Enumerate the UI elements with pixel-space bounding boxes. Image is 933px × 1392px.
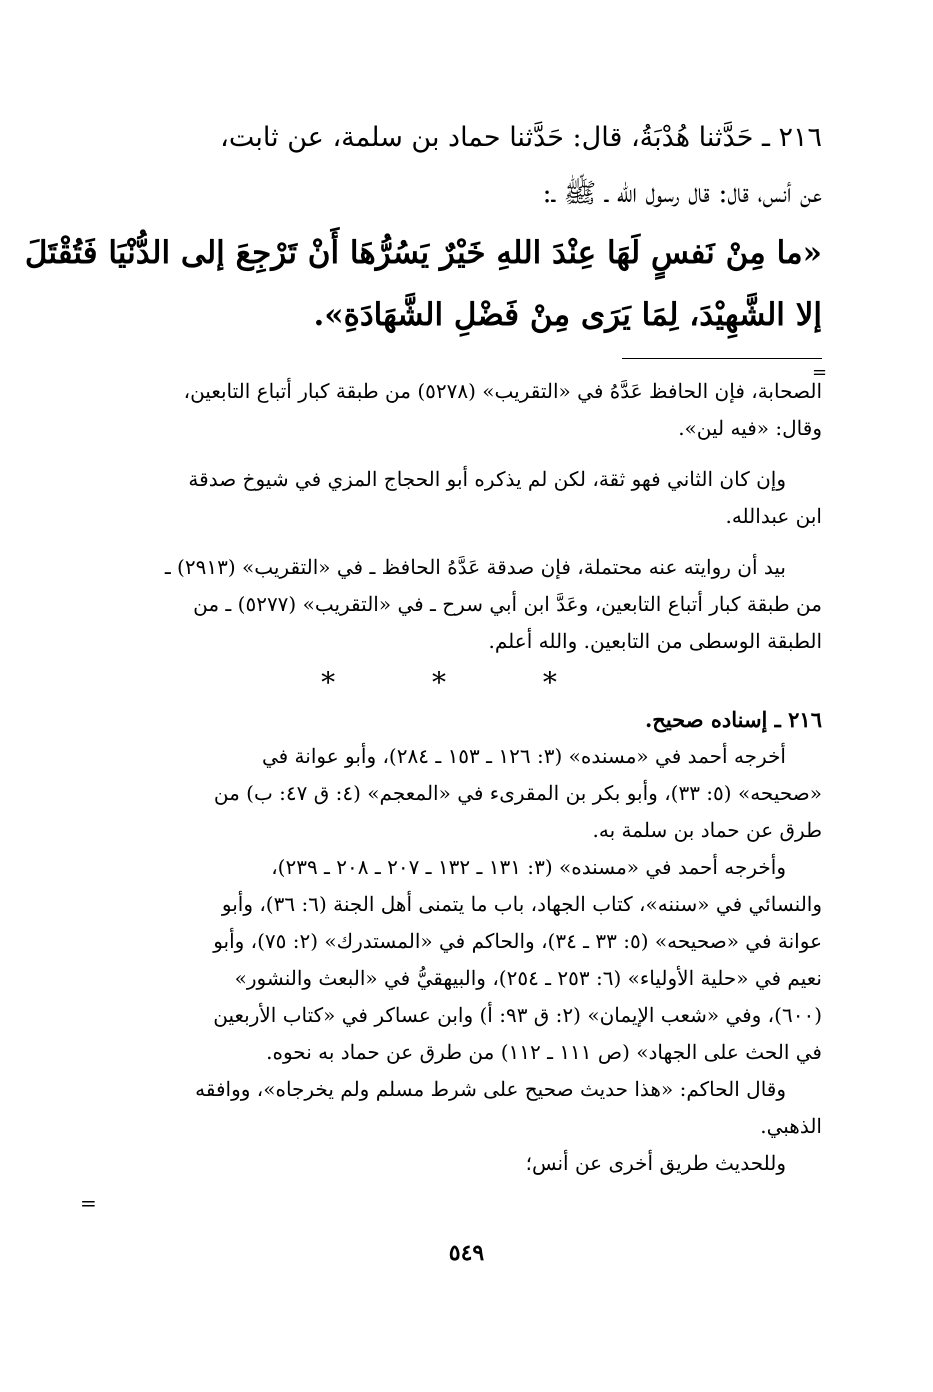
- hadith-text: [24, 110, 822, 346]
- footnote-p3-line-3: الطبقة الوسطى من التابعين. والله أعلم.: [488, 629, 822, 653]
- footnote-p5-line-3: عوانة في «صحيحه» (٥: ٣٣ ـ ٣٤)، والحاكم في «المستدرك» (٢: ٧٥)، وأبو: [213, 929, 822, 953]
- footnotes: [100, 373, 822, 1182]
- footnote-p3-line-2: من طبقة كبار أتباع التابعين، وعَدَّ ابن أبي سرح ـ في «التقريب» (٥٢٧٧) ـ من: [193, 592, 822, 616]
- footnote-p5-line-6: في الحث على الجهاد» (ص ١١١ ـ ١١٢) من طرق عن حماد به نحوه.: [266, 1040, 822, 1064]
- hadith-isnad-line-2: عن أنس، قال: قال رسول الله ـ ﷺ ـ:: [542, 178, 822, 209]
- takhrij-heading: ٢١٦ ـ إسناده صحيح.: [644, 707, 822, 732]
- footnote-separator: [622, 358, 822, 359]
- page-body: [24, 110, 822, 1182]
- continuation-mark-start: =: [812, 362, 828, 383]
- footnote-p4-line-3: طرق عن حماد بن سلمة به.: [592, 818, 822, 842]
- footnote-p5-line-2: والنسائي في «سننه»، كتاب الجهاد، باب ما يتمنى أهل الجنة (٦: ٣٦)، وأبو: [221, 892, 822, 916]
- hadith-matn-line-1: «ما مِنْ نَفسٍ لَهَا عِنْدَ اللهِ خَيْرٌ يَسُرُّهَا أَنْ تَرْجِعَ إلى الدُّنْيَا فَتُقْتَلَ: [24, 235, 822, 271]
- footnote-p1-line-1: الصحابة، فإن الحافظ عَدَّهُ في «التقريب» (٥٢٧٨) من طبقة كبار أتباع التابعين،: [183, 379, 822, 403]
- footnote-p4-line-1: أخرجه أحمد في «مسنده» (٣: ١٢٦ ـ ١٥٣ ـ ٢٨٤)، وأبو عوانة في: [261, 744, 786, 768]
- continuation-mark-end: =: [80, 1191, 97, 1215]
- footnote-p3-line-1: بيد أن روايته عنه محتملة، فإن صدقة عَدَّهُ الحافظ ـ في «التقريب» (٢٩١٣) ـ: [164, 555, 786, 579]
- footnote-p4-line-2: «صحيحه» (٥: ٣٣)، وأبو بكر بن المقرىء في «المعجم» (٤: ق ٤٧: ب) من: [213, 781, 822, 805]
- hadith-isnad-line-1: ٢١٦ ـ حَدَّثنا هُدْبَةُ، قال: حَدَّثنا حماد بن سلمة، عن ثابت،: [220, 122, 822, 153]
- footnote-p6-line-2: الذهبي.: [760, 1114, 822, 1138]
- footnote-p7-line-1: وللحديث طريق أخرى عن أنس؛: [525, 1151, 786, 1175]
- hadith-matn-line-2: إلا الشَّهِيْدَ، لِمَا يَرَى مِنْ فَضْلِ الشَّهَادَةِ».: [313, 297, 822, 333]
- footnote-p6-line-1: وقال الحاكم: «هذا حديث صحيح على شرط مسلم ولم يخرجاه»، ووافقه: [195, 1077, 786, 1101]
- footnote-p1-line-2: وقال: «فيه لين».: [678, 416, 822, 440]
- footnote-p2-line-2: ابن عبدالله.: [725, 504, 822, 528]
- page-number: ٥٤٩: [448, 1240, 485, 1266]
- footnote-p5-line-4: نعيم في «حلية الأولياء» (٦: ٢٥٣ ـ ٢٥٤)، والبيهقيُّ في «البعث والنشور»: [234, 966, 822, 990]
- section-divider-stars: * * *: [321, 666, 601, 699]
- footnote-p2-line-1: وإن كان الثاني فهو ثقة، لكن لم يذكره أبو الحجاج المزي في شيوخ صدقة: [188, 467, 786, 491]
- footnote-p5-line-1: وأخرجه أحمد في «مسنده» (٣: ١٣١ ـ ١٣٢ ـ ٢٠٧ ـ ٢٠٨ ـ ٢٣٩)،: [271, 855, 786, 879]
- footnote-p5-line-5: (٦٠٠)، وفي «شعب الإيمان» (٢: ق ٩٣: أ) وابن عساكر في «كتاب الأربعين: [213, 1003, 822, 1027]
